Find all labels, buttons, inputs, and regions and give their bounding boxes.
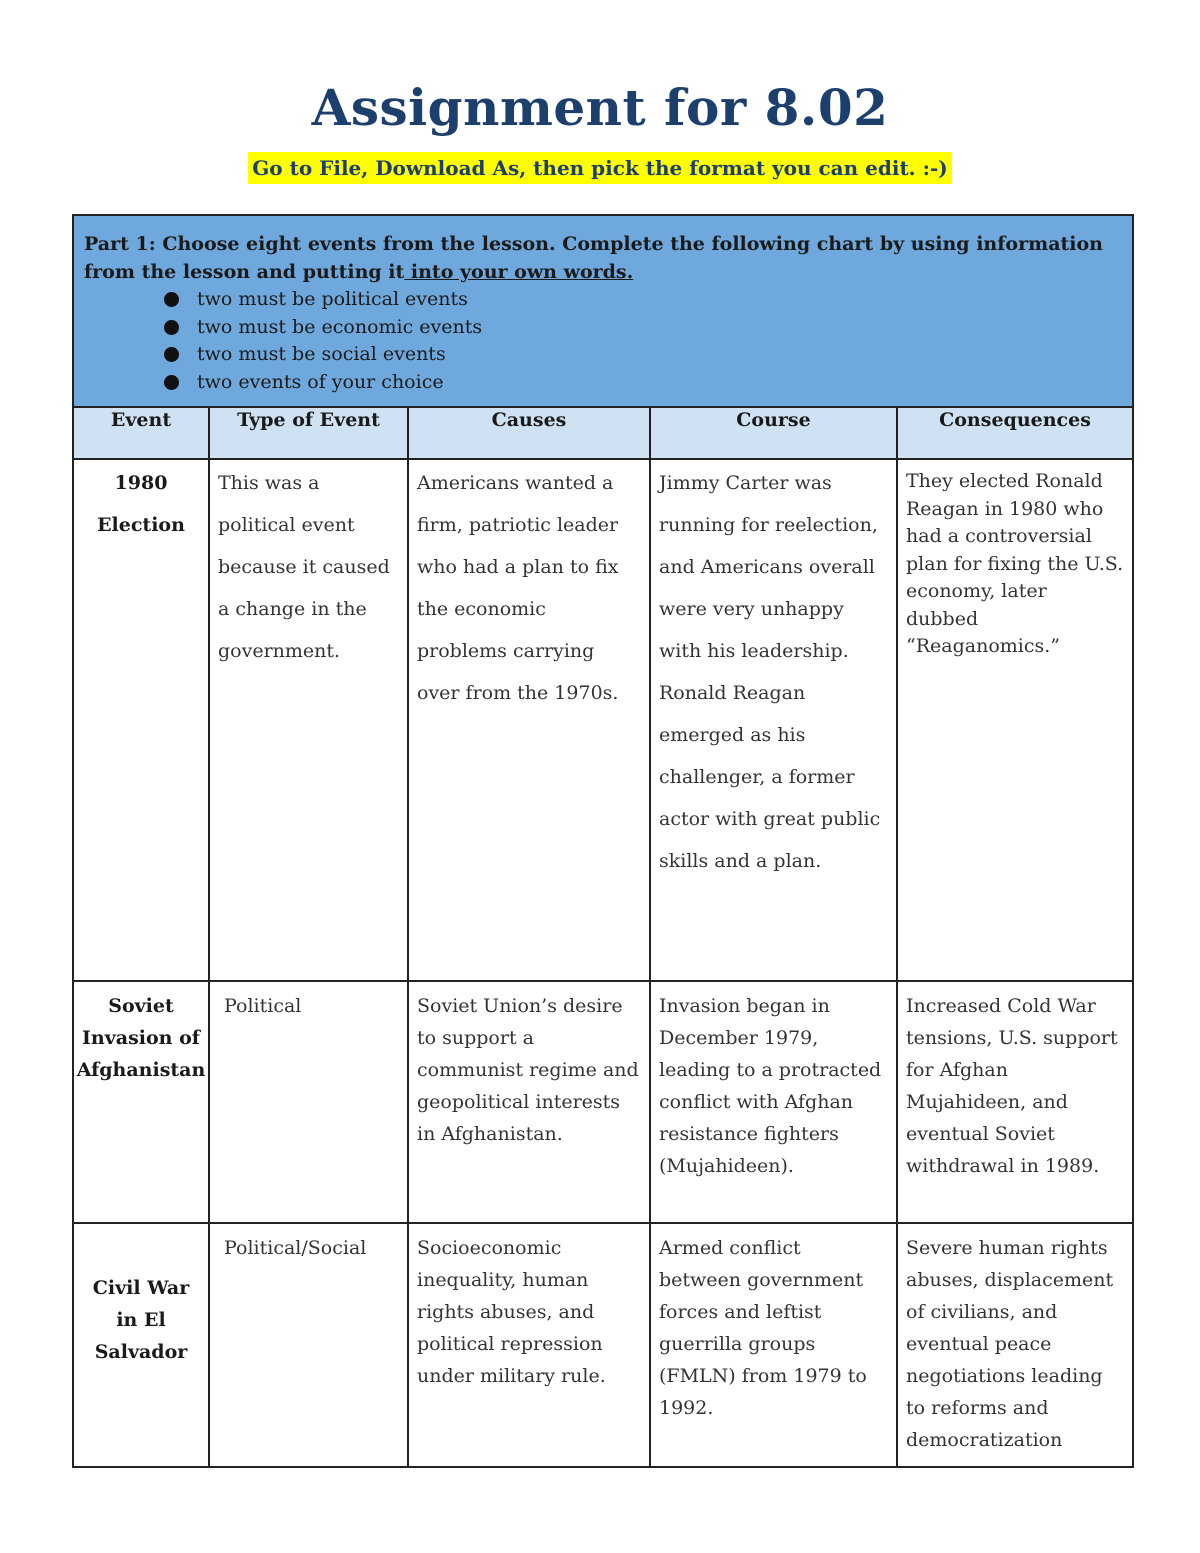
course-cell: Jimmy Carter was running for reelection, and Americans overall were very unhappy with his leadership. Ronald Reagan emerged as his challenger, a former actor with great public skills and a plan. xyxy=(650,459,897,981)
list-item: two must be political events xyxy=(164,286,1122,314)
table-row xyxy=(73,459,1133,981)
type-cell: This was a political event because it caused a change in the government. xyxy=(209,459,408,981)
course-cell: Armed conflict between government forces and leftist guerrilla groups (FMLN) from 1979 to 1992. xyxy=(650,1223,897,1467)
bullet-icon xyxy=(164,292,179,307)
header-course: Course xyxy=(650,407,897,459)
event-cell: Civil War in El Salvador xyxy=(73,1223,209,1467)
event-cell: Soviet Invasion of Afghanistan xyxy=(73,981,209,1223)
consequences-cell: Severe human rights abuses, displacement of civilians, and eventual peace negotiations leading to reforms and democratization xyxy=(897,1223,1133,1467)
header-type: Type of Event xyxy=(209,407,408,459)
list-item: two events of your choice xyxy=(164,369,1122,397)
header-causes: Causes xyxy=(408,407,650,459)
table-row xyxy=(73,981,1133,1223)
events-table xyxy=(72,214,1134,1468)
list-item: two must be economic events xyxy=(164,314,1122,342)
bullet-icon xyxy=(164,375,179,390)
header-event: Event xyxy=(73,407,209,459)
table-header-row xyxy=(73,407,1133,459)
type-cell: Political xyxy=(209,981,408,1223)
consequences-cell: Increased Cold War tensions, U.S. support for Afghan Mujahideen, and eventual Soviet withdrawal in 1989. xyxy=(897,981,1133,1223)
bullet-icon xyxy=(164,347,179,362)
header-consequences: Consequences xyxy=(897,407,1133,459)
part1-prompt: Part 1: Choose eight events from the lesson. Complete the following chart by using information from the lesson and putting it into your own words. xyxy=(84,233,1103,283)
page-title: Assignment for 8.02 xyxy=(311,78,889,137)
table-row xyxy=(73,1223,1133,1467)
causes-cell: Soviet Union’s desire to support a communist regime and geopolitical interests in Afghanistan. xyxy=(408,981,650,1223)
list-item: two must be social events xyxy=(164,341,1122,369)
type-cell: Political/Social xyxy=(209,1223,408,1467)
download-instruction: Go to File, Download As, then pick the format you can edit. :-) xyxy=(248,152,952,184)
requirements-list xyxy=(84,286,1122,396)
event-cell: 1980 Election xyxy=(73,459,209,981)
causes-cell: Americans wanted a firm, patriotic leader who had a plan to fix the economic problems carrying over from the 1970s. xyxy=(408,459,650,981)
causes-cell: Socioeconomic inequality, human rights abuses, and political repression under military rule. xyxy=(408,1223,650,1467)
bullet-icon xyxy=(164,320,179,335)
course-cell: Invasion began in December 1979, leading to a protracted conflict with Afghan resistance fighters (Mujahideen). xyxy=(650,981,897,1223)
consequences-cell: They elected Ronald Reagan in 1980 who had a controversial plan for fixing the U.S. economy, later dubbed “Reaganomics.” xyxy=(897,459,1133,981)
part1-instructions xyxy=(73,215,1133,407)
